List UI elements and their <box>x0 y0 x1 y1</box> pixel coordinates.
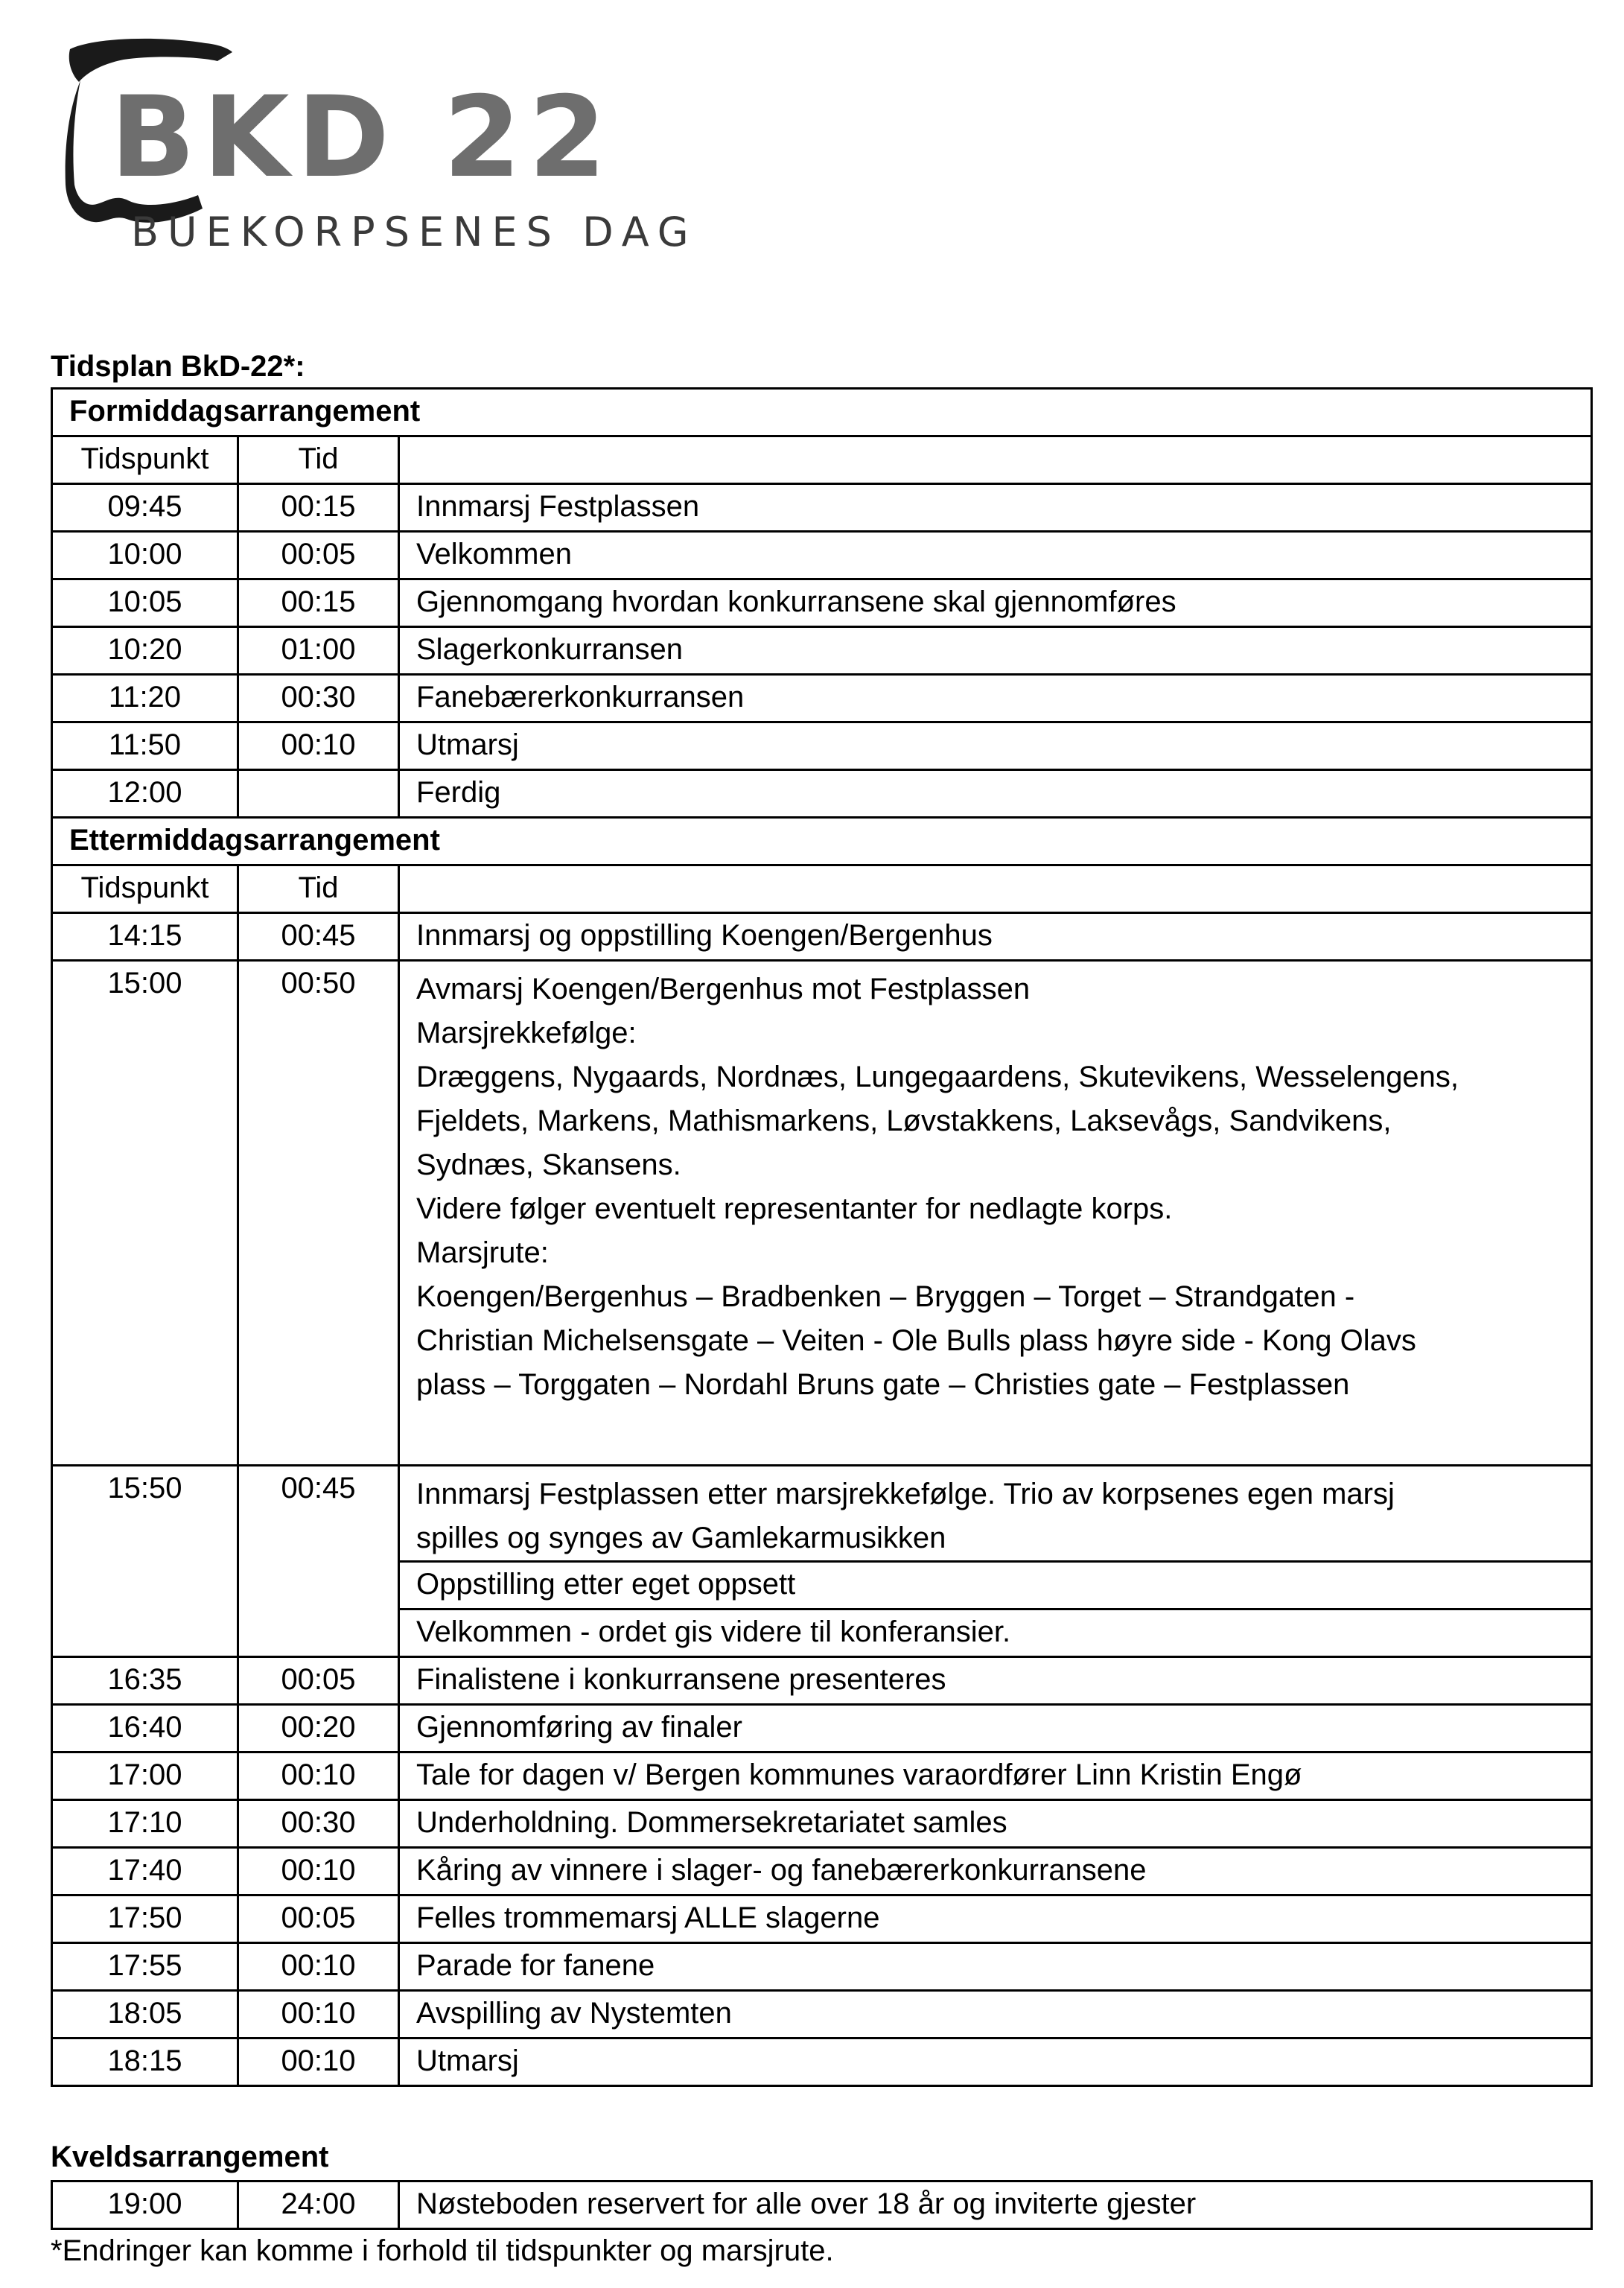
activity-cell: Utmarsj <box>399 2038 1592 2086</box>
table-row <box>52 2038 1592 2086</box>
march-line: Marsjrute: <box>416 1236 549 1269</box>
time-cell: 16:35 <box>52 1657 238 1705</box>
march-line: Videre følger eventuelt representanter for nedlagte korps. <box>416 1192 1173 1225</box>
logo-graphic <box>64 36 779 259</box>
activity-cell: Slagerkonkurransen <box>399 627 1592 675</box>
time-cell: 17:55 <box>52 1943 238 1991</box>
duration-cell: 00:10 <box>238 1752 399 1800</box>
duration-cell: 00:10 <box>238 1991 399 2038</box>
duration-cell: 00:10 <box>238 2038 399 2086</box>
table-row <box>52 1800 1592 1848</box>
activity-cell: Ferdig <box>399 770 1592 818</box>
section-heading-afternoon: Ettermiddagsarrangement <box>52 818 1592 865</box>
bkd22-logo <box>64 36 779 259</box>
activity-cell: Fanebærerkonkurransen <box>399 675 1592 722</box>
section-heading-morning: Formiddagsarrangement <box>52 389 1592 436</box>
duration-cell: 00:05 <box>238 1895 399 1943</box>
section-row-afternoon <box>52 818 1592 865</box>
duration-cell <box>238 770 399 818</box>
footnote: *Endringer kan komme i forhold til tidspunkter og marsjrute. <box>51 2234 834 2267</box>
table-row <box>52 770 1592 818</box>
table-row <box>52 1991 1592 2038</box>
march-line: Marsjrekkefølge: <box>416 1017 637 1049</box>
table-row-march <box>52 961 1592 1466</box>
activity-cell: Kåring av vinnere i slager- og fanebærerkonkurransene <box>399 1848 1592 1895</box>
table-row-1550 <box>52 1466 1592 1562</box>
activity-cell: Felles trommemarsj ALLE slagerne <box>399 1895 1592 1943</box>
document-title: Tidsplan BkD-22*: <box>51 350 305 383</box>
march-line: Avmarsj Koengen/Bergenhus mot Festplassen <box>416 973 1031 1005</box>
time-cell: 17:10 <box>52 1800 238 1848</box>
time-cell: 10:05 <box>52 579 238 627</box>
column-header-row-morning <box>52 436 1592 484</box>
duration-cell: 00:05 <box>238 532 399 579</box>
activity-cell: Oppstilling etter eget oppsett <box>399 1562 1592 1609</box>
activity-cell: Parade for fanene <box>399 1943 1592 1991</box>
table-row <box>52 1657 1592 1705</box>
duration-cell: 00:45 <box>238 913 399 961</box>
time-cell: 16:40 <box>52 1705 238 1752</box>
duration-cell: 01:00 <box>238 627 399 675</box>
col-header-duration: Tid <box>238 865 399 913</box>
table-row <box>52 532 1592 579</box>
table-row <box>52 2181 1592 2229</box>
table-row <box>52 579 1592 627</box>
time-cell: 12:00 <box>52 770 238 818</box>
col-header-time: Tidspunkt <box>52 436 238 484</box>
time-cell: 18:15 <box>52 2038 238 2086</box>
table-row <box>52 1752 1592 1800</box>
logo-sub-text: BUEKORPSENES DAG <box>131 209 698 255</box>
table-row <box>52 722 1592 770</box>
duration-cell: 00:15 <box>238 484 399 532</box>
schedule-table <box>51 387 1593 2087</box>
table-row <box>52 1848 1592 1895</box>
activity-cell: Avspilling av Nystemten <box>399 1991 1592 2038</box>
activity-cell: Velkommen - ordet gis videre til konferansier. <box>399 1609 1592 1657</box>
duration-cell: 00:45 <box>238 1466 399 1657</box>
duration-cell: 00:50 <box>238 961 399 1466</box>
table-row <box>52 1705 1592 1752</box>
activity-cell-entry <box>399 1466 1592 1562</box>
activity-cell: Innmarsj og oppstilling Koengen/Bergenhus <box>399 913 1592 961</box>
entry-line: Innmarsj Festplassen etter marsjrekkefølge. Trio av korpsenes egen marsj <box>416 1478 1395 1510</box>
march-line: Christian Michelsensgate – Veiten - Ole Bulls plass høyre side - Kong Olavs <box>416 1324 1416 1357</box>
activity-cell: Gjennomgang hvordan konkurransene skal gjennomføres <box>399 579 1592 627</box>
march-line: Sydnæs, Skansens. <box>416 1148 681 1181</box>
col-header-time: Tidspunkt <box>52 865 238 913</box>
duration-cell: 00:15 <box>238 579 399 627</box>
table-row <box>52 1943 1592 1991</box>
activity-cell: Utmarsj <box>399 722 1592 770</box>
duration-cell: 24:00 <box>238 2181 399 2229</box>
time-cell: 15:50 <box>52 1466 238 1657</box>
activity-cell: Innmarsj Festplassen <box>399 484 1592 532</box>
table-row <box>52 1895 1592 1943</box>
time-cell: 11:20 <box>52 675 238 722</box>
march-line: Fjeldets, Markens, Mathismarkens, Løvstakkens, Laksevågs, Sandvikens, <box>416 1105 1392 1137</box>
activity-cell: Finalistene i konkurransene presenteres <box>399 1657 1592 1705</box>
section-row-morning <box>52 389 1592 436</box>
duration-cell: 00:10 <box>238 1848 399 1895</box>
time-cell: 18:05 <box>52 1991 238 2038</box>
entry-line: spilles og synges av Gamlekarmusikken <box>416 1522 946 1554</box>
duration-cell: 00:30 <box>238 1800 399 1848</box>
march-line: plass – Torggaten – Nordahl Bruns gate – Christies gate – Festplassen <box>416 1368 1350 1401</box>
table-row <box>52 913 1592 961</box>
march-line: Koengen/Bergenhus – Bradbenken – Bryggen – Torget – Strandgaten - <box>416 1280 1355 1313</box>
table-row <box>52 484 1592 532</box>
time-cell: 17:00 <box>52 1752 238 1800</box>
duration-cell: 00:10 <box>238 1943 399 1991</box>
col-header-activity <box>399 436 1592 484</box>
duration-cell: 00:20 <box>238 1705 399 1752</box>
time-cell: 15:00 <box>52 961 238 1466</box>
activity-cell: Nøsteboden reservert for alle over 18 år og inviterte gjester <box>399 2181 1592 2229</box>
time-cell: 11:50 <box>52 722 238 770</box>
activity-cell: Underholdning. Dommersekretariatet samles <box>399 1800 1592 1848</box>
table-row <box>52 627 1592 675</box>
time-cell: 17:40 <box>52 1848 238 1895</box>
march-line: Dræggens, Nygaards, Nordnæs, Lungegaardens, Skutevikens, Wesselengens, <box>416 1061 1459 1093</box>
logo-main-text: BKD 22 <box>110 73 614 203</box>
column-header-row-afternoon <box>52 865 1592 913</box>
table-row <box>52 675 1592 722</box>
duration-cell: 00:10 <box>238 722 399 770</box>
activity-cell: Tale for dagen v/ Bergen kommunes varaordfører Linn Kristin Engø <box>399 1752 1592 1800</box>
time-cell: 14:15 <box>52 913 238 961</box>
time-cell: 09:45 <box>52 484 238 532</box>
time-cell: 10:20 <box>52 627 238 675</box>
activity-cell: Velkommen <box>399 532 1592 579</box>
col-header-activity <box>399 865 1592 913</box>
col-header-duration: Tid <box>238 436 399 484</box>
time-cell: 19:00 <box>52 2181 238 2229</box>
time-cell: 17:50 <box>52 1895 238 1943</box>
evening-table <box>51 2180 1593 2230</box>
duration-cell: 00:05 <box>238 1657 399 1705</box>
section-heading-evening: Kveldsarrangement <box>51 2141 329 2173</box>
activity-cell: Gjennomføring av finaler <box>399 1705 1592 1752</box>
activity-cell-march <box>399 961 1592 1466</box>
time-cell: 10:00 <box>52 532 238 579</box>
duration-cell: 00:30 <box>238 675 399 722</box>
